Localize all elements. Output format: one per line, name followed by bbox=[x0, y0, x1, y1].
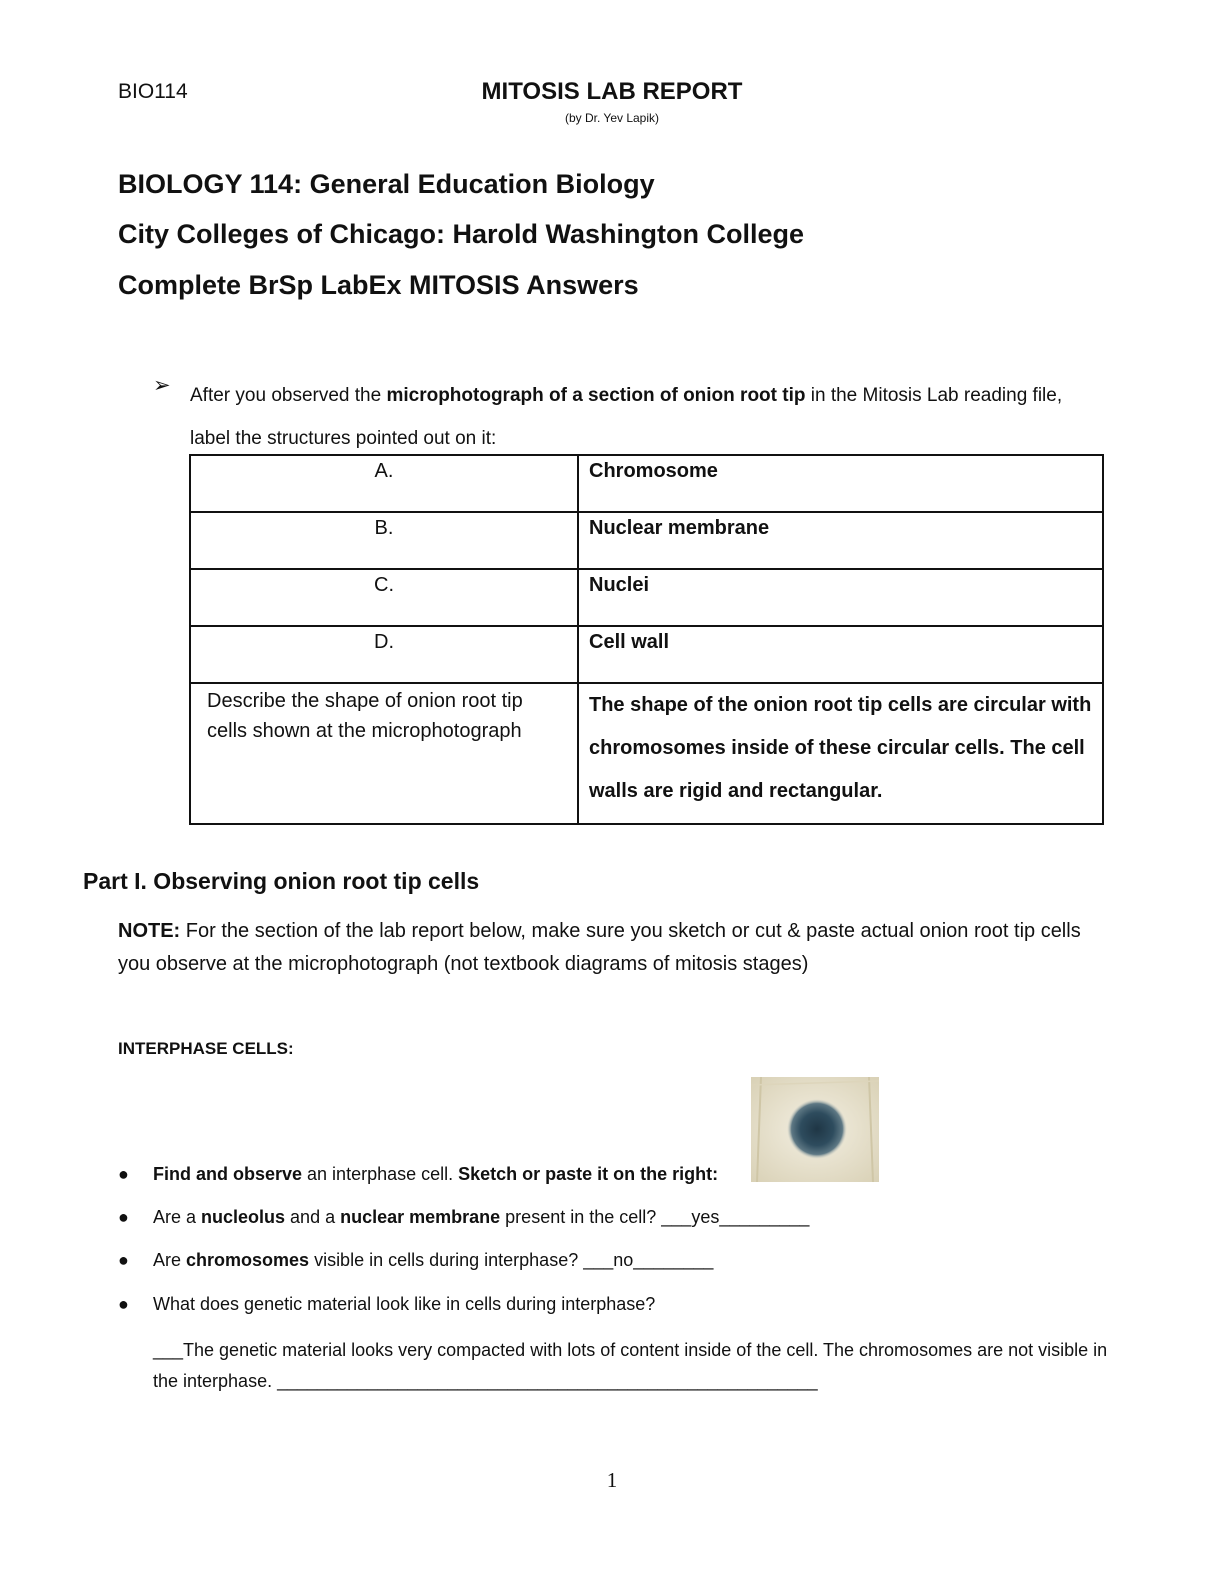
structure-label-table bbox=[189, 454, 1104, 825]
structure-answer: Cell wall bbox=[578, 626, 1103, 683]
document-author: (by Dr. Yev Lapik) bbox=[564, 111, 660, 125]
note-paragraph: NOTE: For the section of the lab report below, make sure you sketch or cut & paste actual onion root tip cells you observe at the microphotograph (not textbook diagrams of mitosis stages) bbox=[118, 920, 1081, 975]
assignment-heading: Complete BrSp LabEx MITOSIS Answers bbox=[118, 270, 639, 300]
question-genetic-material: What does genetic material look like in cells during interphase? bbox=[153, 1294, 656, 1314]
answer-nucleolus: ___yes_________ bbox=[661, 1207, 810, 1227]
college-heading: City Colleges of Chicago: Harold Washington College bbox=[118, 219, 805, 249]
bullet-icon: ● bbox=[118, 1207, 129, 1227]
table-row bbox=[190, 683, 1103, 824]
table-row bbox=[190, 512, 1103, 569]
document-title: MITOSIS LAB REPORT bbox=[481, 78, 743, 105]
instruction-text: After you observed the microphotograph of a section of onion root tip in the Mitosis Lab reading file, label the structures pointed out on it: bbox=[190, 385, 1063, 449]
table-row bbox=[190, 569, 1103, 626]
answer-chromosomes: ___no________ bbox=[583, 1250, 714, 1270]
structure-letter: C. bbox=[190, 569, 578, 626]
question-chromosomes: Are chromosomes visible in cells during interphase? ___no________ bbox=[153, 1250, 714, 1270]
page-number: 1 bbox=[606, 1468, 618, 1492]
structure-answer: Chromosome bbox=[578, 455, 1103, 512]
question-nucleolus: Are a nucleolus and a nuclear membrane present in the cell? ___yes_________ bbox=[153, 1207, 810, 1227]
interphase-heading: INTERPHASE CELLS: bbox=[118, 1039, 294, 1058]
interphase-cell-image bbox=[751, 1077, 879, 1182]
structure-letter: A. bbox=[190, 455, 578, 512]
shape-answer: The shape of the onion root tip cells are circular with chromosomes inside of these circular cells. The cell walls are rigid and rectangular. bbox=[578, 683, 1103, 824]
course-heading: BIOLOGY 114: General Education Biology bbox=[118, 169, 655, 199]
part-one-title: Part I. Observing onion root tip cells bbox=[83, 868, 480, 894]
course-code: BIO114 bbox=[118, 80, 188, 103]
arrow-bullet-icon: ➢ bbox=[153, 374, 171, 397]
structure-letter: D. bbox=[190, 626, 578, 683]
structure-answer: Nuclear membrane bbox=[578, 512, 1103, 569]
structure-answer: Nuclei bbox=[578, 569, 1103, 626]
bullet-icon: ● bbox=[118, 1164, 129, 1184]
answer-genetic-material: ___The genetic material looks very compacted with lots of content inside of the cell. The chromosomes are not visible in the interphase. ______________________________________________________ bbox=[153, 1340, 1108, 1391]
table-row bbox=[190, 626, 1103, 683]
question-find-cell: Find and observe an interphase cell. Sketch or paste it on the right: bbox=[153, 1164, 719, 1184]
table-row bbox=[190, 455, 1103, 512]
structure-letter: B. bbox=[190, 512, 578, 569]
shape-question: Describe the shape of onion root tip cells shown at the microphotograph bbox=[190, 683, 578, 824]
bullet-icon: ● bbox=[118, 1250, 129, 1270]
interphase-cell-drawing bbox=[751, 1077, 879, 1182]
bullet-icon: ● bbox=[118, 1294, 129, 1314]
